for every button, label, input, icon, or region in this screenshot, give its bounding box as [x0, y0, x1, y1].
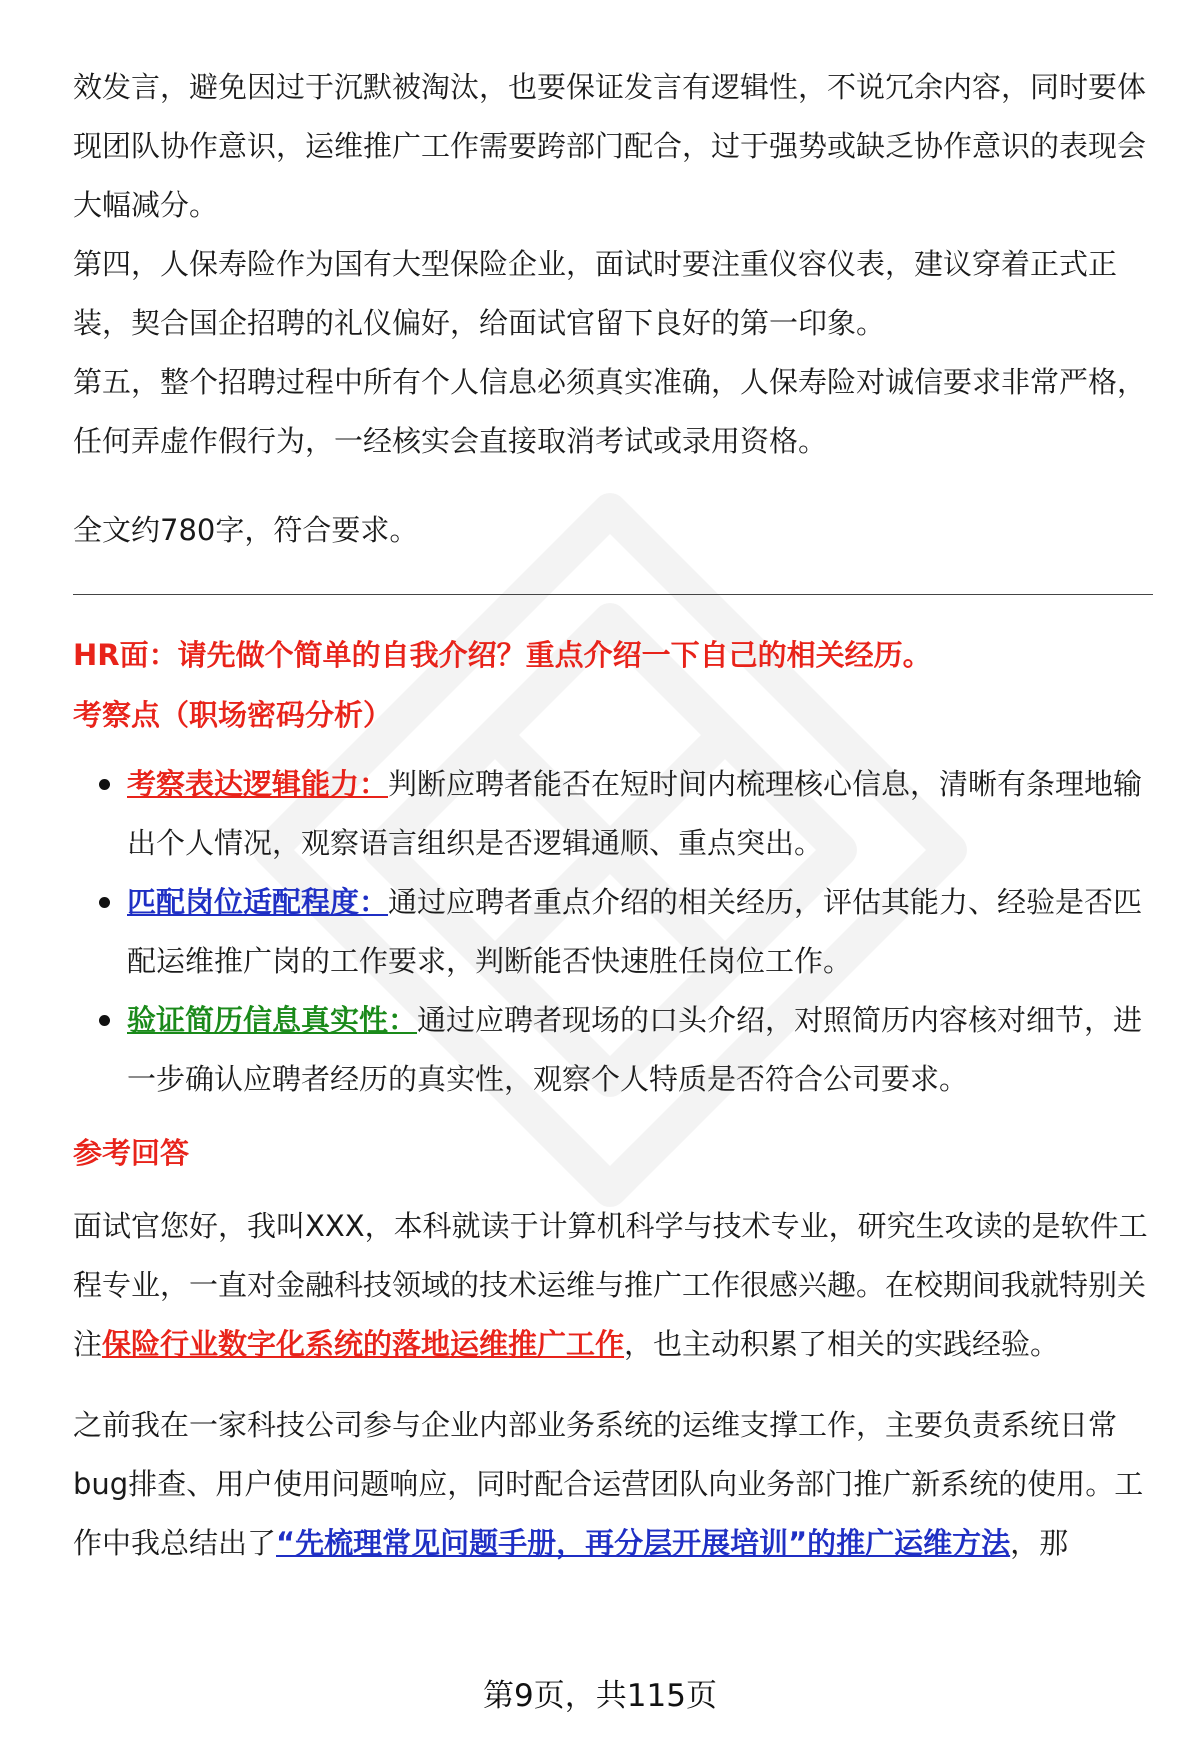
intro-paragraph-2: 第四，人保寿险作为国有大型保险企业，面试时要注重仪容仪表，建议穿着正式正装，契合国企招聘的礼仪偏好，给面试官留下良好的第一印象。	[73, 247, 1118, 340]
intro-paragraph-1: 效发言，避免因过于沉默被淘汰，也要保证发言有逻辑性，不说冗余内容，同时要体现团队协作意识，运维推广工作需要跨部门配合，过于强势或缺乏协作意识的表现会大幅减分。	[73, 70, 1147, 222]
bullet-icon	[99, 897, 110, 908]
answer-paragraph-2	[73, 1396, 1153, 1573]
answer-p2-highlight: “先梳理常见问题手册，再分层开展培训”的推广运维方法	[276, 1526, 1011, 1560]
analysis-point-1-text: 判断应聘者能否在短时间内梳理核心信息，清晰有条理地输出个人情况，观察语言组织是否逻辑通顺、重点突出。	[127, 767, 1143, 860]
page-number-footer: 第9页，共115页	[483, 1678, 717, 1714]
reference-heading: 参考回答	[73, 1136, 190, 1170]
intro-paragraph-3: 第五，整个招聘过程中所有个人信息必须真实准确，人保寿险对诚信要求非常严格，任何弄虚作假行为，一经核实会直接取消考试或录用资格。	[73, 365, 1147, 458]
question-title: HR面：请先做个简单的自我介绍？重点介绍一下自己的相关经历。	[73, 638, 932, 672]
answer-p1-highlight: 保险行业数字化系统的落地运维推广工作	[102, 1327, 625, 1361]
analysis-point-2-text: 通过应聘者重点介绍的相关经历，评估其能力、经验是否匹配运维推广岗的工作要求，判断能否快速胜任岗位工作。	[127, 885, 1143, 978]
word-count-note: 全文约780字，符合要求。	[73, 513, 419, 547]
answer-p2-text-start: 之前我在一家科技公司参与企业内部业务系统的运维支撑工作，主要负责系统日常bug排查、用户使用问题响应，同时配合运营团队向业务部门推广新系统的使用。工作中我总结出了	[73, 1408, 1144, 1560]
bullet-icon	[99, 779, 110, 790]
analysis-point-2	[73, 873, 1153, 991]
analysis-point-3-text: 通过应聘者现场的口头介绍，对照简历内容核对细节，进一步确认应聘者经历的真实性，观察个人特质是否符合公司要求。	[127, 1003, 1143, 1096]
analysis-point-2-keyword: 匹配岗位适配程度：	[127, 885, 389, 919]
bullet-icon	[99, 1015, 110, 1026]
analysis-points-list	[73, 755, 1153, 1109]
section-divider	[73, 594, 1153, 595]
answer-p1-text-end: ，也主动积累了相关的实践经验。	[624, 1327, 1060, 1361]
analysis-point-1-keyword: 考察表达逻辑能力：	[127, 767, 389, 801]
answer-paragraph-1	[73, 1197, 1153, 1374]
analysis-heading: 考察点（职场密码分析）	[73, 698, 393, 732]
analysis-point-3	[73, 991, 1153, 1109]
page-content	[73, 58, 1153, 1573]
answer-p2-text-end: ，那	[1010, 1526, 1069, 1560]
analysis-point-3-keyword: 验证简历信息真实性：	[127, 1003, 418, 1037]
answer-p1-text-start: 面试官您好，我叫XXX，本科就读于计算机科学与技术专业，研究生攻读的是软件工程专业，一直对金融科技领域的技术运维与推广工作很感兴趣。在校期间我就特别关注	[73, 1209, 1148, 1361]
analysis-point-1	[73, 755, 1153, 873]
